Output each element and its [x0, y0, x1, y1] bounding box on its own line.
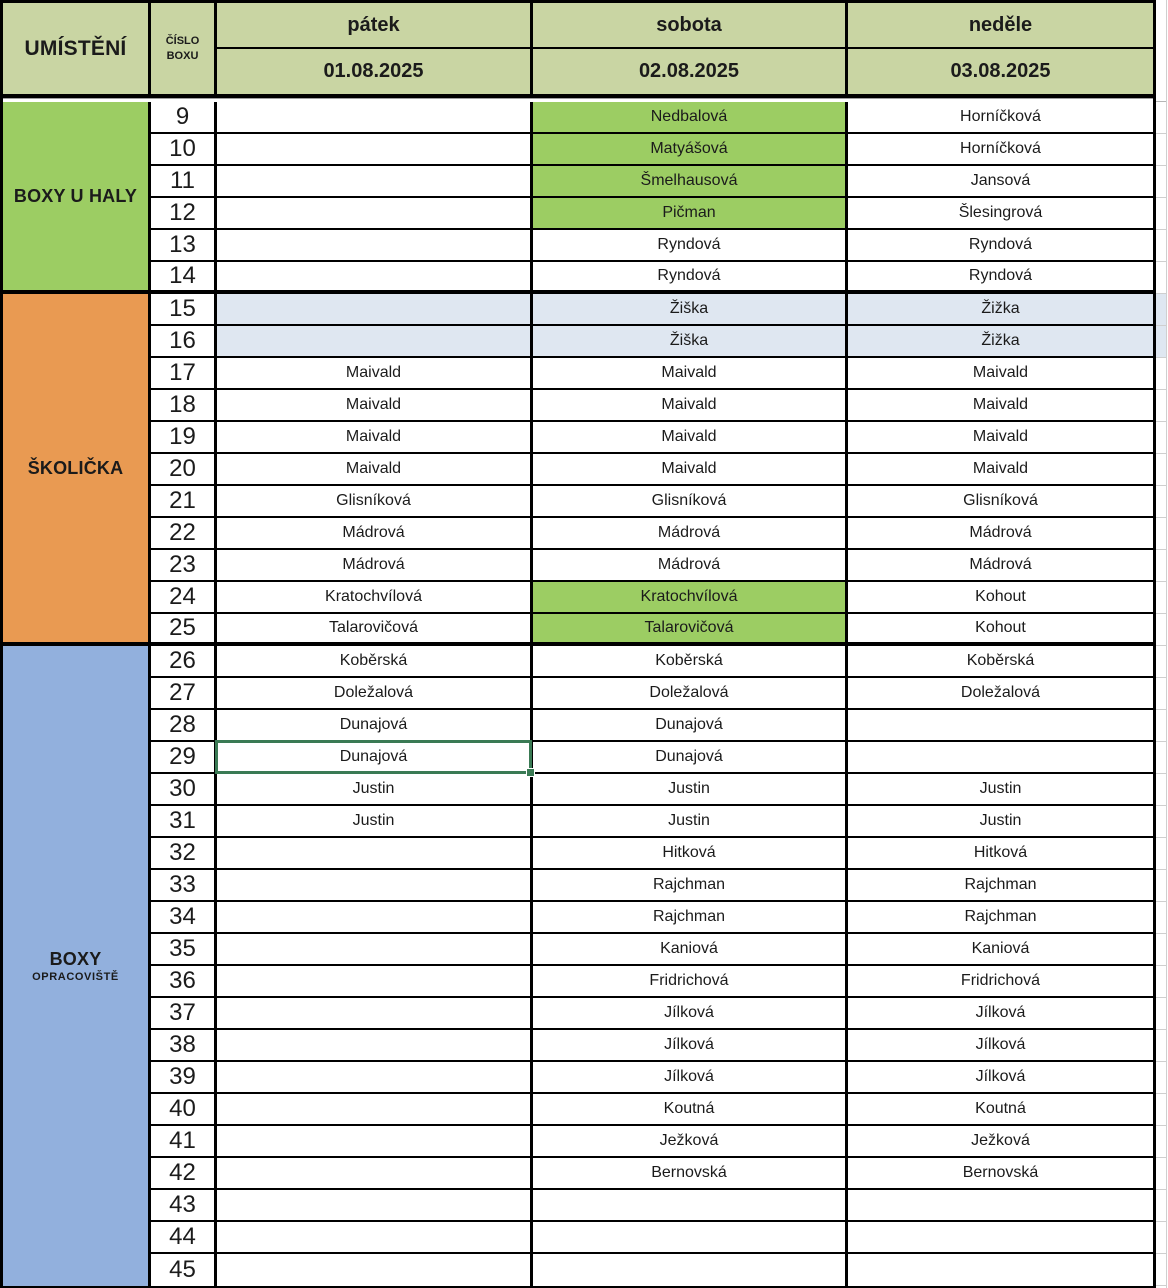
cell-box12-nedele[interactable]: Šlesingrová: [848, 198, 1153, 230]
cell-box22-nedele[interactable]: Mádrová: [848, 518, 1153, 550]
cell-box42-patek[interactable]: [217, 1158, 533, 1190]
strip-row: [1156, 262, 1166, 294]
box-number-42[interactable]: 42: [151, 1158, 217, 1190]
cell-box43-sobota[interactable]: [533, 1190, 848, 1222]
strip-row: [1156, 1190, 1166, 1222]
strip-row: [1156, 966, 1166, 998]
cell-box28-sobota[interactable]: Dunajová: [533, 710, 848, 742]
cell-box32-patek[interactable]: [217, 838, 533, 870]
cell-box45-patek[interactable]: [217, 1254, 533, 1286]
header-box-number-cell[interactable]: [151, 3, 217, 94]
box-number-43[interactable]: 43: [151, 1190, 217, 1222]
box-number-11[interactable]: 11: [151, 166, 217, 198]
cell-box43-nedele[interactable]: [848, 1190, 1153, 1222]
box-number-34[interactable]: 34: [151, 902, 217, 934]
box-number-35[interactable]: 35: [151, 934, 217, 966]
strip-row: [1156, 1062, 1166, 1094]
strip-row: [1156, 1126, 1166, 1158]
cell-box42-nedele[interactable]: Bernovská: [848, 1158, 1153, 1190]
cell-box27-sobota[interactable]: Doležalová: [533, 678, 848, 710]
cell-box20-patek[interactable]: Maivald: [217, 454, 533, 486]
cell-box24-patek[interactable]: Kratochvílová: [217, 582, 533, 614]
strip-row: [1156, 454, 1166, 486]
group-label-boxy-opracoviste[interactable]: [3, 646, 151, 1286]
box-number-26[interactable]: 26: [151, 646, 217, 678]
cell-box17-nedele[interactable]: Maivald: [848, 358, 1153, 390]
cell-box16-sobota[interactable]: Žiška: [533, 326, 848, 358]
box-number-19[interactable]: 19: [151, 422, 217, 454]
cell-box44-nedele[interactable]: [848, 1222, 1153, 1254]
box-number-22[interactable]: 22: [151, 518, 217, 550]
cell-box18-patek[interactable]: Maivald: [217, 390, 533, 422]
cell-box30-patek[interactable]: Justin: [217, 774, 533, 806]
cell-box16-patek[interactable]: [217, 326, 533, 358]
box-number-13[interactable]: 13: [151, 230, 217, 262]
strip-row: [1156, 166, 1166, 198]
box-number-23[interactable]: 23: [151, 550, 217, 582]
cell-box18-nedele[interactable]: Maivald: [848, 390, 1153, 422]
cell-box44-patek[interactable]: [217, 1222, 533, 1254]
header-day-sunday[interactable]: neděle: [848, 3, 1153, 49]
strip-row: [1156, 1158, 1166, 1190]
strip-header-area: [1156, 0, 1166, 102]
cell-box26-patek[interactable]: Koběrská: [217, 646, 533, 678]
schedule-body: [3, 102, 1153, 1286]
box-number-10[interactable]: 10: [151, 134, 217, 166]
box-number-29[interactable]: 29: [151, 742, 217, 774]
cell-box11-sobota[interactable]: Šmelhausová: [533, 166, 848, 198]
cell-box13-patek[interactable]: [217, 230, 533, 262]
strip-row: [1156, 838, 1166, 870]
header-date-friday[interactable]: 01.08.2025: [217, 49, 533, 94]
strip-row: [1156, 518, 1166, 550]
cell-box41-patek[interactable]: [217, 1126, 533, 1158]
header-location-cell[interactable]: [3, 3, 151, 94]
box-number-20[interactable]: 20: [151, 454, 217, 486]
strip-row: [1156, 742, 1166, 774]
cell-box33-sobota[interactable]: Rajchman: [533, 870, 848, 902]
cell-box9-nedele[interactable]: Horníčková: [848, 102, 1153, 134]
box-number-label-line2: BOXU: [166, 49, 199, 62]
cell-box40-patek[interactable]: [217, 1094, 533, 1126]
cell-box19-sobota[interactable]: Maivald: [533, 422, 848, 454]
cell-box9-patek[interactable]: [217, 102, 533, 134]
cell-box31-patek[interactable]: Justin: [217, 806, 533, 838]
box-number-30[interactable]: 30: [151, 774, 217, 806]
cell-box23-nedele[interactable]: Mádrová: [848, 550, 1153, 582]
box-number-33[interactable]: 33: [151, 870, 217, 902]
cell-box21-nedele[interactable]: Glisníková: [848, 486, 1153, 518]
strip-row: [1156, 550, 1166, 582]
right-gridline-strip: [1156, 0, 1167, 1288]
cell-box13-sobota[interactable]: Ryndová: [533, 230, 848, 262]
cell-box19-patek[interactable]: Maivald: [217, 422, 533, 454]
table-header: [3, 3, 1153, 98]
cell-box15-patek[interactable]: [217, 294, 533, 326]
cell-box15-nedele[interactable]: Žižka: [848, 294, 1153, 326]
cell-box12-sobota[interactable]: Pičman: [533, 198, 848, 230]
cell-box37-sobota[interactable]: Jílková: [533, 998, 848, 1030]
strip-row: [1156, 806, 1166, 838]
cell-box16-nedele[interactable]: Žižka: [848, 326, 1153, 358]
cell-box27-patek[interactable]: Doležalová: [217, 678, 533, 710]
header-day-friday[interactable]: pátek: [217, 3, 533, 49]
cell-box35-nedele[interactable]: Kaniová: [848, 934, 1153, 966]
group-title: ŠKOLIČKA: [27, 457, 124, 478]
cell-box20-sobota[interactable]: Maivald: [533, 454, 848, 486]
cell-box23-sobota[interactable]: Mádrová: [533, 550, 848, 582]
cell-box18-sobota[interactable]: Maivald: [533, 390, 848, 422]
box-number-12[interactable]: 12: [151, 198, 217, 230]
cell-box22-patek[interactable]: Mádrová: [217, 518, 533, 550]
cell-box42-sobota[interactable]: Bernovská: [533, 1158, 848, 1190]
cell-box45-nedele[interactable]: [848, 1254, 1153, 1286]
cell-box9-sobota[interactable]: Nedbalová: [533, 102, 848, 134]
strip-row: [1156, 934, 1166, 966]
strip-row: [1156, 1030, 1166, 1062]
box-number-27[interactable]: 27: [151, 678, 217, 710]
cell-box35-sobota[interactable]: Kaniová: [533, 934, 848, 966]
strip-row: [1156, 582, 1166, 614]
strip-row: [1156, 134, 1166, 166]
cell-box33-patek[interactable]: [217, 870, 533, 902]
box-number-14[interactable]: 14: [151, 262, 217, 294]
cell-box32-sobota[interactable]: Hitková: [533, 838, 848, 870]
cell-box37-nedele[interactable]: Jílková: [848, 998, 1153, 1030]
cell-box40-nedele[interactable]: Koutná: [848, 1094, 1153, 1126]
group-label-boxy-u-haly[interactable]: [3, 102, 151, 294]
cell-box44-sobota[interactable]: [533, 1222, 848, 1254]
cell-box14-sobota[interactable]: Ryndová: [533, 262, 848, 294]
strip-row: [1156, 358, 1166, 390]
cell-box45-sobota[interactable]: [533, 1254, 848, 1286]
cell-box25-sobota[interactable]: Talarovičová: [533, 614, 848, 646]
cell-box37-patek[interactable]: [217, 998, 533, 1030]
strip-row: [1156, 486, 1166, 518]
cell-box24-nedele[interactable]: Kohout: [848, 582, 1153, 614]
cell-box13-nedele[interactable]: Ryndová: [848, 230, 1153, 262]
cell-box25-nedele[interactable]: Kohout: [848, 614, 1153, 646]
header-date-saturday[interactable]: 02.08.2025: [533, 49, 848, 94]
strip-row: [1156, 774, 1166, 806]
cell-box26-sobota[interactable]: Koběrská: [533, 646, 848, 678]
cell-box27-nedele[interactable]: Doležalová: [848, 678, 1153, 710]
box-number-32[interactable]: 32: [151, 838, 217, 870]
box-number-18[interactable]: 18: [151, 390, 217, 422]
box-number-15[interactable]: 15: [151, 294, 217, 326]
strip-row: [1156, 614, 1166, 646]
cell-box39-nedele[interactable]: Jílková: [848, 1062, 1153, 1094]
box-number-40[interactable]: 40: [151, 1094, 217, 1126]
strip-row: [1156, 1254, 1166, 1286]
cell-box36-nedele[interactable]: Fridrichová: [848, 966, 1153, 998]
cell-box38-nedele[interactable]: Jílková: [848, 1030, 1153, 1062]
group-subtitle: OPRACOVIŠTĚ: [32, 971, 119, 983]
cell-box21-sobota[interactable]: Glisníková: [533, 486, 848, 518]
box-number-28[interactable]: 28: [151, 710, 217, 742]
cell-box29-nedele[interactable]: [848, 742, 1153, 774]
cell-box26-nedele[interactable]: Koběrská: [848, 646, 1153, 678]
cell-box29-patek[interactable]: Dunajová: [217, 742, 533, 774]
cell-box34-sobota[interactable]: Rajchman: [533, 902, 848, 934]
box-number-label-line1: ČÍSLO: [165, 35, 200, 48]
strip-row: [1156, 646, 1166, 678]
cell-box24-sobota[interactable]: Kratochvílová: [533, 582, 848, 614]
cell-box21-patek[interactable]: Glisníková: [217, 486, 533, 518]
cell-box10-patek[interactable]: [217, 134, 533, 166]
cell-box41-sobota[interactable]: Ježková: [533, 1126, 848, 1158]
cell-box10-nedele[interactable]: Horníčková: [848, 134, 1153, 166]
cell-box41-nedele[interactable]: Ježková: [848, 1126, 1153, 1158]
cell-box25-patek[interactable]: Talarovičová: [217, 614, 533, 646]
strip-row: [1156, 1094, 1166, 1126]
cell-box34-patek[interactable]: [217, 902, 533, 934]
strip-row: [1156, 390, 1166, 422]
location-label: UMÍSTĚNÍ: [24, 36, 127, 60]
group-title: BOXY U HALY: [13, 185, 138, 206]
box-number-44[interactable]: 44: [151, 1222, 217, 1254]
box-number-39[interactable]: 39: [151, 1062, 217, 1094]
cell-box19-nedele[interactable]: Maivald: [848, 422, 1153, 454]
strip-row: [1156, 678, 1166, 710]
box-number-36[interactable]: 36: [151, 966, 217, 998]
cell-box28-nedele[interactable]: [848, 710, 1153, 742]
cell-box10-sobota[interactable]: Matyášová: [533, 134, 848, 166]
cell-box38-sobota[interactable]: Jílková: [533, 1030, 848, 1062]
box-number-21[interactable]: 21: [151, 486, 217, 518]
cell-box15-sobota[interactable]: Žiška: [533, 294, 848, 326]
box-number-24[interactable]: 24: [151, 582, 217, 614]
cell-box36-patek[interactable]: [217, 966, 533, 998]
group-label-skolicka[interactable]: [3, 294, 151, 646]
cell-box34-nedele[interactable]: Rajchman: [848, 902, 1153, 934]
cell-box28-patek[interactable]: Dunajová: [217, 710, 533, 742]
strip-row: [1156, 422, 1166, 454]
strip-row: [1156, 1222, 1166, 1254]
cell-box33-nedele[interactable]: Rajchman: [848, 870, 1153, 902]
strip-row: [1156, 326, 1166, 358]
cell-box40-sobota[interactable]: Koutná: [533, 1094, 848, 1126]
cell-box36-sobota[interactable]: Fridrichová: [533, 966, 848, 998]
selected-cell-outline: [215, 740, 532, 774]
box-number-45[interactable]: 45: [151, 1254, 217, 1286]
cell-box31-nedele[interactable]: Justin: [848, 806, 1153, 838]
box-number-17[interactable]: 17: [151, 358, 217, 390]
strip-row: [1156, 102, 1166, 134]
cell-box20-nedele[interactable]: Maivald: [848, 454, 1153, 486]
strip-row: [1156, 870, 1166, 902]
strip-row: [1156, 230, 1166, 262]
box-number-31[interactable]: 31: [151, 806, 217, 838]
strip-row: [1156, 710, 1166, 742]
cell-box30-nedele[interactable]: Justin: [848, 774, 1153, 806]
strip-row: [1156, 294, 1166, 326]
cell-box29-sobota[interactable]: Dunajová: [533, 742, 848, 774]
box-number-41[interactable]: 41: [151, 1126, 217, 1158]
box-number-25[interactable]: 25: [151, 614, 217, 646]
cell-box39-patek[interactable]: [217, 1062, 533, 1094]
cell-box11-nedele[interactable]: Jansová: [848, 166, 1153, 198]
cell-box23-patek[interactable]: Mádrová: [217, 550, 533, 582]
strip-row: [1156, 902, 1166, 934]
cell-box11-patek[interactable]: [217, 166, 533, 198]
cell-box17-patek[interactable]: Maivald: [217, 358, 533, 390]
group-title: BOXY: [49, 949, 102, 969]
cell-box17-sobota[interactable]: Maivald: [533, 358, 848, 390]
cell-box39-sobota[interactable]: Jílková: [533, 1062, 848, 1094]
box-number-16[interactable]: 16: [151, 326, 217, 358]
cell-box43-patek[interactable]: [217, 1190, 533, 1222]
cell-box22-sobota[interactable]: Mádrová: [533, 518, 848, 550]
box-number-38[interactable]: 38: [151, 1030, 217, 1062]
cell-box14-patek[interactable]: [217, 262, 533, 294]
box-number-9[interactable]: 9: [151, 102, 217, 134]
cell-box38-patek[interactable]: [217, 1030, 533, 1062]
header-day-saturday[interactable]: sobota: [533, 3, 848, 49]
box-number-37[interactable]: 37: [151, 998, 217, 1030]
cell-box12-patek[interactable]: [217, 198, 533, 230]
header-date-sunday[interactable]: 03.08.2025: [848, 49, 1153, 94]
cell-box35-patek[interactable]: [217, 934, 533, 966]
cell-box32-nedele[interactable]: Hitková: [848, 838, 1153, 870]
cell-box30-sobota[interactable]: Justin: [533, 774, 848, 806]
cell-box31-sobota[interactable]: Justin: [533, 806, 848, 838]
cell-box14-nedele[interactable]: Ryndová: [848, 262, 1153, 294]
strip-row: [1156, 998, 1166, 1030]
strip-row: [1156, 198, 1166, 230]
